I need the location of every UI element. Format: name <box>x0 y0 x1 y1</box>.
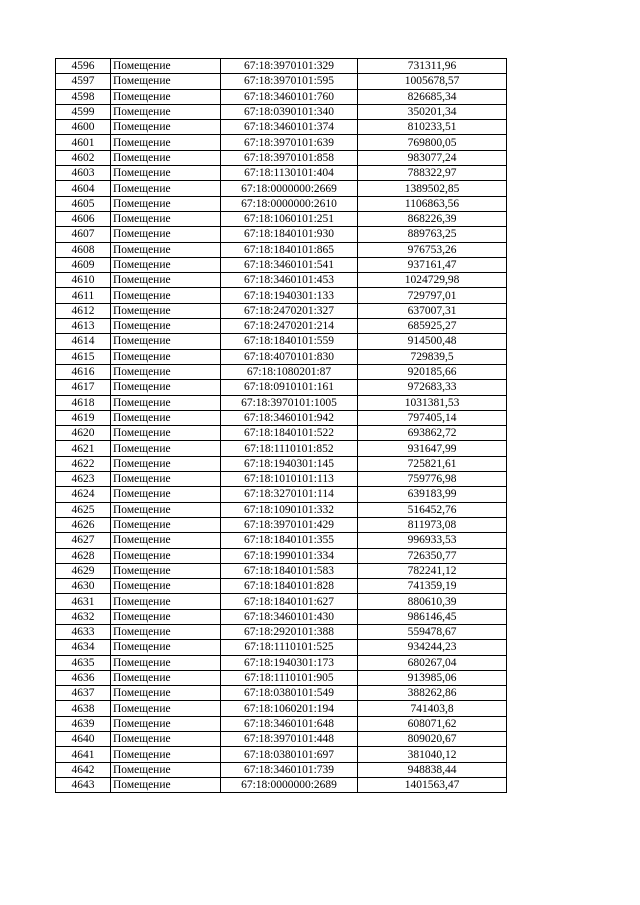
table-row <box>56 410 507 425</box>
object-type-cell: Помещение <box>111 288 221 303</box>
cadastral-number-cell: 67:18:3460101:430 <box>221 609 358 624</box>
object-type-cell: Помещение <box>111 59 221 74</box>
cadastral-number-cell: 67:18:1130101:404 <box>221 166 358 181</box>
object-type-cell: Помещение <box>111 319 221 334</box>
cadastral-number-cell: 67:18:1840101:865 <box>221 242 358 257</box>
row-number-cell: 4602 <box>56 150 111 165</box>
cadastral-value-cell: 731311,96 <box>358 59 507 74</box>
object-type-cell: Помещение <box>111 441 221 456</box>
cadastral-value-cell: 788322,97 <box>358 166 507 181</box>
row-number-cell: 4615 <box>56 349 111 364</box>
row-number-cell: 4600 <box>56 120 111 135</box>
object-type-cell: Помещение <box>111 609 221 624</box>
table-row <box>56 104 507 119</box>
cadastral-number-cell: 67:18:1110101:525 <box>221 640 358 655</box>
object-type-cell: Помещение <box>111 747 221 762</box>
object-type-cell: Помещение <box>111 487 221 502</box>
row-number-cell: 4604 <box>56 181 111 196</box>
table-row <box>56 349 507 364</box>
cadastral-value-cell: 1106863,56 <box>358 196 507 211</box>
table-row <box>56 624 507 639</box>
table-row <box>56 732 507 747</box>
cadastral-value-cell: 769800,05 <box>358 135 507 150</box>
object-type-cell: Помещение <box>111 257 221 272</box>
table-row <box>56 456 507 471</box>
cadastral-number-cell: 67:18:0380101:549 <box>221 686 358 701</box>
cadastral-number-cell: 67:18:1940301:145 <box>221 456 358 471</box>
cadastral-number-cell: 67:18:3970101:429 <box>221 517 358 532</box>
cadastral-number-cell: 67:18:0390101:340 <box>221 104 358 119</box>
row-number-cell: 4630 <box>56 579 111 594</box>
table-row <box>56 609 507 624</box>
row-number-cell: 4635 <box>56 655 111 670</box>
object-type-cell: Помещение <box>111 716 221 731</box>
cadastral-value-cell: 729839,5 <box>358 349 507 364</box>
table-row <box>56 89 507 104</box>
object-type-cell: Помещение <box>111 655 221 670</box>
cadastral-value-cell: 1024729,98 <box>358 273 507 288</box>
cadastral-number-cell: 67:18:1840101:355 <box>221 533 358 548</box>
table-row <box>56 762 507 777</box>
table-row <box>56 747 507 762</box>
cadastral-number-cell: 67:18:3970101:858 <box>221 150 358 165</box>
row-number-cell: 4619 <box>56 410 111 425</box>
object-type-cell: Помещение <box>111 563 221 578</box>
row-number-cell: 4611 <box>56 288 111 303</box>
row-number-cell: 4631 <box>56 594 111 609</box>
cadastral-value-cell: 797405,14 <box>358 410 507 425</box>
object-type-cell: Помещение <box>111 166 221 181</box>
table-row <box>56 487 507 502</box>
row-number-cell: 4613 <box>56 319 111 334</box>
table-row <box>56 334 507 349</box>
row-number-cell: 4618 <box>56 395 111 410</box>
table-row <box>56 166 507 181</box>
table-row <box>56 686 507 701</box>
cadastral-number-cell: 67:18:1840101:559 <box>221 334 358 349</box>
row-number-cell: 4642 <box>56 762 111 777</box>
table-row <box>56 380 507 395</box>
row-number-cell: 4637 <box>56 686 111 701</box>
cadastral-number-cell: 67:18:1840101:828 <box>221 579 358 594</box>
cadastral-value-cell: 934244,23 <box>358 640 507 655</box>
object-type-cell: Помещение <box>111 303 221 318</box>
object-type-cell: Помещение <box>111 548 221 563</box>
table-row <box>56 701 507 716</box>
cadastral-value-cell: 759776,98 <box>358 472 507 487</box>
table-row <box>56 364 507 379</box>
object-type-cell: Помещение <box>111 670 221 685</box>
row-number-cell: 4640 <box>56 732 111 747</box>
cadastral-number-cell: 67:18:1840101:522 <box>221 426 358 441</box>
object-type-cell: Помещение <box>111 456 221 471</box>
cadastral-value-cell: 608071,62 <box>358 716 507 731</box>
cadastral-value-cell: 1005678,57 <box>358 74 507 89</box>
object-type-cell: Помещение <box>111 426 221 441</box>
object-type-cell: Помещение <box>111 701 221 716</box>
object-type-cell: Помещение <box>111 732 221 747</box>
cadastral-value-cell: 782241,12 <box>358 563 507 578</box>
table-row <box>56 777 507 792</box>
row-number-cell: 4610 <box>56 273 111 288</box>
object-type-cell: Помещение <box>111 594 221 609</box>
object-type-cell: Помещение <box>111 686 221 701</box>
cadastral-value-cell: 685925,27 <box>358 319 507 334</box>
row-number-cell: 4634 <box>56 640 111 655</box>
object-type-cell: Помещение <box>111 120 221 135</box>
cadastral-value-cell: 937161,47 <box>358 257 507 272</box>
cadastral-number-cell: 67:18:1840101:930 <box>221 227 358 242</box>
cadastral-number-cell: 67:18:4070101:830 <box>221 349 358 364</box>
cadastral-value-cell: 1389502,85 <box>358 181 507 196</box>
cadastral-number-cell: 67:18:1110101:852 <box>221 441 358 456</box>
cadastral-value-cell: 976753,26 <box>358 242 507 257</box>
table-row <box>56 135 507 150</box>
cadastral-number-cell: 67:18:0000000:2610 <box>221 196 358 211</box>
cadastral-number-cell: 67:18:3970101:329 <box>221 59 358 74</box>
row-number-cell: 4614 <box>56 334 111 349</box>
row-number-cell: 4626 <box>56 517 111 532</box>
cadastral-value-cell: 381040,12 <box>358 747 507 762</box>
object-type-cell: Помещение <box>111 273 221 288</box>
cadastral-number-cell: 67:18:1060201:194 <box>221 701 358 716</box>
table-row <box>56 502 507 517</box>
cadastral-value-cell: 680267,04 <box>358 655 507 670</box>
table-row <box>56 319 507 334</box>
cadastral-value-cell: 931647,99 <box>358 441 507 456</box>
cadastral-value-cell: 826685,34 <box>358 89 507 104</box>
row-number-cell: 4624 <box>56 487 111 502</box>
cadastral-value-cell: 726350,77 <box>358 548 507 563</box>
row-number-cell: 4598 <box>56 89 111 104</box>
object-type-cell: Помещение <box>111 89 221 104</box>
cadastral-value-cell: 972683,33 <box>358 380 507 395</box>
table-row <box>56 670 507 685</box>
object-type-cell: Помещение <box>111 472 221 487</box>
cadastral-value-cell: 1031381,53 <box>358 395 507 410</box>
row-number-cell: 4636 <box>56 670 111 685</box>
cadastral-value-cell: 809020,67 <box>358 732 507 747</box>
table-row <box>56 395 507 410</box>
row-number-cell: 4638 <box>56 701 111 716</box>
table-row <box>56 579 507 594</box>
cadastral-value-cell: 920185,66 <box>358 364 507 379</box>
object-type-cell: Помещение <box>111 211 221 226</box>
row-number-cell: 4607 <box>56 227 111 242</box>
cadastral-number-cell: 67:18:1990101:334 <box>221 548 358 563</box>
object-type-cell: Помещение <box>111 349 221 364</box>
row-number-cell: 4597 <box>56 74 111 89</box>
object-type-cell: Помещение <box>111 334 221 349</box>
table-row <box>56 196 507 211</box>
table-row <box>56 273 507 288</box>
cadastral-value-cell: 811973,08 <box>358 517 507 532</box>
object-type-cell: Помещение <box>111 502 221 517</box>
table-row <box>56 426 507 441</box>
table-row <box>56 472 507 487</box>
cadastral-number-cell: 67:18:3460101:453 <box>221 273 358 288</box>
row-number-cell: 4633 <box>56 624 111 639</box>
cadastral-number-cell: 67:18:2470201:327 <box>221 303 358 318</box>
cadastral-value-cell: 559478,67 <box>358 624 507 639</box>
row-number-cell: 4625 <box>56 502 111 517</box>
row-number-cell: 4606 <box>56 211 111 226</box>
row-number-cell: 4639 <box>56 716 111 731</box>
cadastral-value-cell: 350201,34 <box>358 104 507 119</box>
table-row <box>56 181 507 196</box>
row-number-cell: 4605 <box>56 196 111 211</box>
cadastral-number-cell: 67:18:1060101:251 <box>221 211 358 226</box>
cadastral-value-cell: 983077,24 <box>358 150 507 165</box>
object-type-cell: Помещение <box>111 74 221 89</box>
object-type-cell: Помещение <box>111 104 221 119</box>
table-row <box>56 594 507 609</box>
cadastral-number-cell: 67:18:1940301:173 <box>221 655 358 670</box>
object-type-cell: Помещение <box>111 517 221 532</box>
row-number-cell: 4608 <box>56 242 111 257</box>
table-row <box>56 533 507 548</box>
cadastral-number-cell: 67:18:1840101:627 <box>221 594 358 609</box>
cadastral-number-cell: 67:18:3460101:541 <box>221 257 358 272</box>
table-row <box>56 120 507 135</box>
cadastral-value-cell: 725821,61 <box>358 456 507 471</box>
cadastral-number-cell: 67:18:2470201:214 <box>221 319 358 334</box>
table-row <box>56 441 507 456</box>
cadastral-number-cell: 67:18:3460101:760 <box>221 89 358 104</box>
object-type-cell: Помещение <box>111 410 221 425</box>
table-row <box>56 150 507 165</box>
table-row <box>56 655 507 670</box>
cadastral-value-cell: 914500,48 <box>358 334 507 349</box>
cadastral-number-cell: 67:18:0000000:2689 <box>221 777 358 792</box>
object-type-cell: Помещение <box>111 395 221 410</box>
table-row <box>56 563 507 578</box>
object-type-cell: Помещение <box>111 777 221 792</box>
object-type-cell: Помещение <box>111 579 221 594</box>
registry-table-body <box>56 59 507 793</box>
table-row <box>56 548 507 563</box>
cadastral-value-cell: 948838,44 <box>358 762 507 777</box>
cadastral-value-cell: 880610,39 <box>358 594 507 609</box>
cadastral-number-cell: 67:18:3970101:1005 <box>221 395 358 410</box>
object-type-cell: Помещение <box>111 380 221 395</box>
row-number-cell: 4623 <box>56 472 111 487</box>
table-row <box>56 716 507 731</box>
row-number-cell: 4609 <box>56 257 111 272</box>
cadastral-number-cell: 67:18:3970101:448 <box>221 732 358 747</box>
object-type-cell: Помещение <box>111 242 221 257</box>
cadastral-number-cell: 67:18:1840101:583 <box>221 563 358 578</box>
object-type-cell: Помещение <box>111 196 221 211</box>
row-number-cell: 4629 <box>56 563 111 578</box>
cadastral-number-cell: 67:18:3270101:114 <box>221 487 358 502</box>
cadastral-number-cell: 67:18:3460101:648 <box>221 716 358 731</box>
cadastral-number-cell: 67:18:0910101:161 <box>221 380 358 395</box>
cadastral-number-cell: 67:18:3460101:739 <box>221 762 358 777</box>
row-number-cell: 4620 <box>56 426 111 441</box>
cadastral-value-cell: 637007,31 <box>358 303 507 318</box>
object-type-cell: Помещение <box>111 150 221 165</box>
object-type-cell: Помещение <box>111 533 221 548</box>
cadastral-value-cell: 889763,25 <box>358 227 507 242</box>
cadastral-number-cell: 67:18:3970101:595 <box>221 74 358 89</box>
cadastral-value-cell: 810233,51 <box>358 120 507 135</box>
cadastral-number-cell: 67:18:0000000:2669 <box>221 181 358 196</box>
cadastral-number-cell: 67:18:1010101:113 <box>221 472 358 487</box>
object-type-cell: Помещение <box>111 364 221 379</box>
table-row <box>56 74 507 89</box>
cadastral-number-cell: 67:18:3460101:374 <box>221 120 358 135</box>
cadastral-number-cell: 67:18:3460101:942 <box>221 410 358 425</box>
table-row <box>56 227 507 242</box>
cadastral-number-cell: 67:18:1080201:87 <box>221 364 358 379</box>
table-row <box>56 303 507 318</box>
cadastral-value-cell: 693862,72 <box>358 426 507 441</box>
cadastral-value-cell: 741403,8 <box>358 701 507 716</box>
cadastral-value-cell: 913985,06 <box>358 670 507 685</box>
row-number-cell: 4601 <box>56 135 111 150</box>
table-row <box>56 242 507 257</box>
table-row <box>56 517 507 532</box>
row-number-cell: 4617 <box>56 380 111 395</box>
cadastral-value-cell: 741359,19 <box>358 579 507 594</box>
registry-table <box>55 58 507 793</box>
cadastral-value-cell: 868226,39 <box>358 211 507 226</box>
object-type-cell: Помещение <box>111 640 221 655</box>
row-number-cell: 4599 <box>56 104 111 119</box>
cadastral-value-cell: 729797,01 <box>358 288 507 303</box>
object-type-cell: Помещение <box>111 181 221 196</box>
cadastral-number-cell: 67:18:1090101:332 <box>221 502 358 517</box>
row-number-cell: 4612 <box>56 303 111 318</box>
table-row <box>56 211 507 226</box>
row-number-cell: 4643 <box>56 777 111 792</box>
row-number-cell: 4616 <box>56 364 111 379</box>
object-type-cell: Помещение <box>111 227 221 242</box>
table-row <box>56 640 507 655</box>
cadastral-value-cell: 1401563,47 <box>358 777 507 792</box>
cadastral-number-cell: 67:18:0380101:697 <box>221 747 358 762</box>
cadastral-number-cell: 67:18:1940301:133 <box>221 288 358 303</box>
cadastral-value-cell: 996933,53 <box>358 533 507 548</box>
row-number-cell: 4603 <box>56 166 111 181</box>
cadastral-number-cell: 67:18:3970101:639 <box>221 135 358 150</box>
cadastral-value-cell: 639183,99 <box>358 487 507 502</box>
table-row <box>56 288 507 303</box>
row-number-cell: 4621 <box>56 441 111 456</box>
row-number-cell: 4627 <box>56 533 111 548</box>
cadastral-value-cell: 986146,45 <box>358 609 507 624</box>
row-number-cell: 4622 <box>56 456 111 471</box>
object-type-cell: Помещение <box>111 762 221 777</box>
object-type-cell: Помещение <box>111 624 221 639</box>
object-type-cell: Помещение <box>111 135 221 150</box>
row-number-cell: 4628 <box>56 548 111 563</box>
table-row <box>56 59 507 74</box>
row-number-cell: 4641 <box>56 747 111 762</box>
row-number-cell: 4632 <box>56 609 111 624</box>
row-number-cell: 4596 <box>56 59 111 74</box>
cadastral-value-cell: 388262,86 <box>358 686 507 701</box>
cadastral-number-cell: 67:18:2920101:388 <box>221 624 358 639</box>
cadastral-value-cell: 516452,76 <box>358 502 507 517</box>
table-row <box>56 257 507 272</box>
cadastral-number-cell: 67:18:1110101:905 <box>221 670 358 685</box>
